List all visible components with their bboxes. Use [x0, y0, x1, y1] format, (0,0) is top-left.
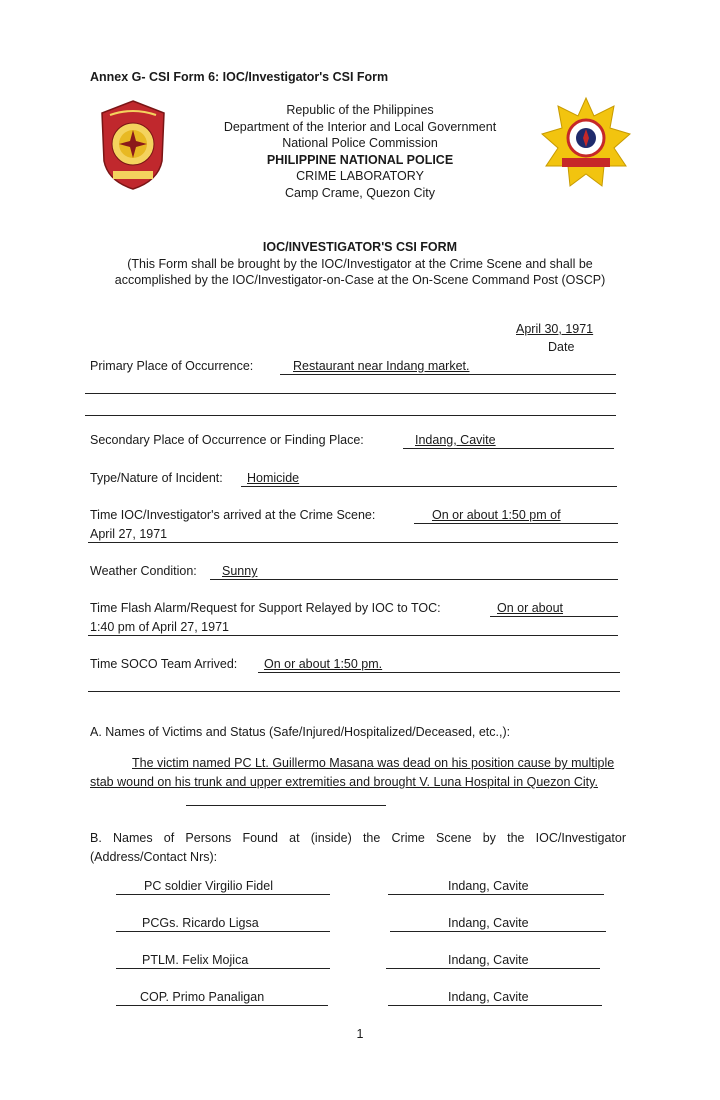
- header-line-3: National Police Commission: [282, 136, 438, 150]
- blank-line: [88, 691, 620, 692]
- soco-arrived-label: Time SOCO Team Arrived:: [90, 657, 238, 671]
- person-address: Indang, Cavite: [448, 990, 529, 1004]
- primary-place-value: Restaurant near Indang market.: [293, 359, 470, 373]
- person-address: Indang, Cavite: [448, 953, 529, 967]
- person-name-field: [116, 952, 330, 969]
- date-label: Date: [548, 340, 575, 354]
- person-address: Indang, Cavite: [448, 916, 529, 930]
- form-note: (This Form shall be brought by the IOC/Investigator at the Crime Scene and shall be accomplished by the IOC/Investigator-on-Case at the On-Scene Command Post (OSCP): [114, 257, 606, 287]
- blank-line: [186, 805, 386, 806]
- person-name: COP. Primo Panaligan: [140, 990, 265, 1004]
- person-address-field: [388, 989, 602, 1006]
- person-address-field: [390, 915, 606, 932]
- person-name-field: [116, 878, 330, 895]
- page-number: 1: [356, 1027, 364, 1041]
- flash-alarm-value-1: On or about: [497, 601, 564, 615]
- person-name: PCGs. Ricardo Ligsa: [142, 916, 259, 930]
- primary-place-label: Primary Place of Occurrence:: [90, 359, 254, 373]
- header-line-2: Department of the Interior and Local Government: [223, 119, 497, 134]
- time-arrived-field-2: [88, 526, 618, 543]
- incident-type-label: Type/Nature of Incident:: [90, 471, 223, 485]
- weather-label: Weather Condition:: [90, 564, 197, 578]
- secondary-place-label: Secondary Place of Occurrence or Finding Place:: [90, 433, 364, 447]
- incident-type-value: Homicide: [247, 471, 300, 485]
- section-a-heading: A. Names of Victims and Status (Safe/Injured/Hospitalized/Deceased, etc.,):: [90, 725, 511, 739]
- header-line-6: Camp Crame, Quezon City: [284, 185, 436, 200]
- time-arrived-value-1: On or about 1:50 pm of: [432, 508, 561, 522]
- header-line-5: CRIME LABORATORY: [296, 169, 424, 183]
- blank-line: [85, 415, 616, 416]
- person-address: Indang, Cavite: [448, 879, 529, 893]
- person-name: PC soldier Virgilio Fidel: [144, 879, 273, 893]
- header-line-1: Republic of the Philippines: [286, 103, 434, 117]
- letterhead: [0, 102, 720, 201]
- weather-value: Sunny: [222, 564, 258, 578]
- weather-field: [210, 563, 618, 580]
- person-address-field: [388, 878, 604, 895]
- blank-line: [85, 393, 616, 394]
- person-name-field: [116, 915, 330, 932]
- form-title: IOC/INVESTIGATOR'S CSI FORM: [262, 240, 458, 254]
- flash-alarm-value-2: 1:40 pm of April 27, 1971: [90, 620, 229, 634]
- time-arrived-value-2: April 27, 1971: [90, 527, 168, 541]
- section-a-text: The victim named PC Lt. Guillermo Masana was dead on his position cause by multiple stab wound on his trunk and upper extremities and brought V. Luna Hospital in Quezon City.: [90, 756, 615, 789]
- person-address-field: [386, 952, 600, 969]
- date-value: April 30, 1971: [516, 322, 594, 336]
- section-b-heading: B. Names of Persons Found at (inside) the Crime Scene by the IOC/Investigator (Address/Contact Nrs):: [90, 831, 626, 864]
- time-arrived-label: Time IOC/Investigator's arrived at the Crime Scene:: [90, 508, 376, 522]
- person-name: PTLM. Felix Mojica: [142, 953, 249, 967]
- person-name-field: [116, 989, 328, 1006]
- soco-arrived-value: On or about 1:50 pm.: [264, 657, 383, 671]
- secondary-place-value: Indang, Cavite: [415, 433, 496, 447]
- annex-title: Annex G- CSI Form 6: IOC/Investigator's CSI Form: [90, 70, 389, 84]
- header-line-4: PHILIPPINE NATIONAL POLICE: [266, 152, 454, 167]
- flash-alarm-label: Time Flash Alarm/Request for Support Relayed by IOC to TOC:: [90, 601, 441, 615]
